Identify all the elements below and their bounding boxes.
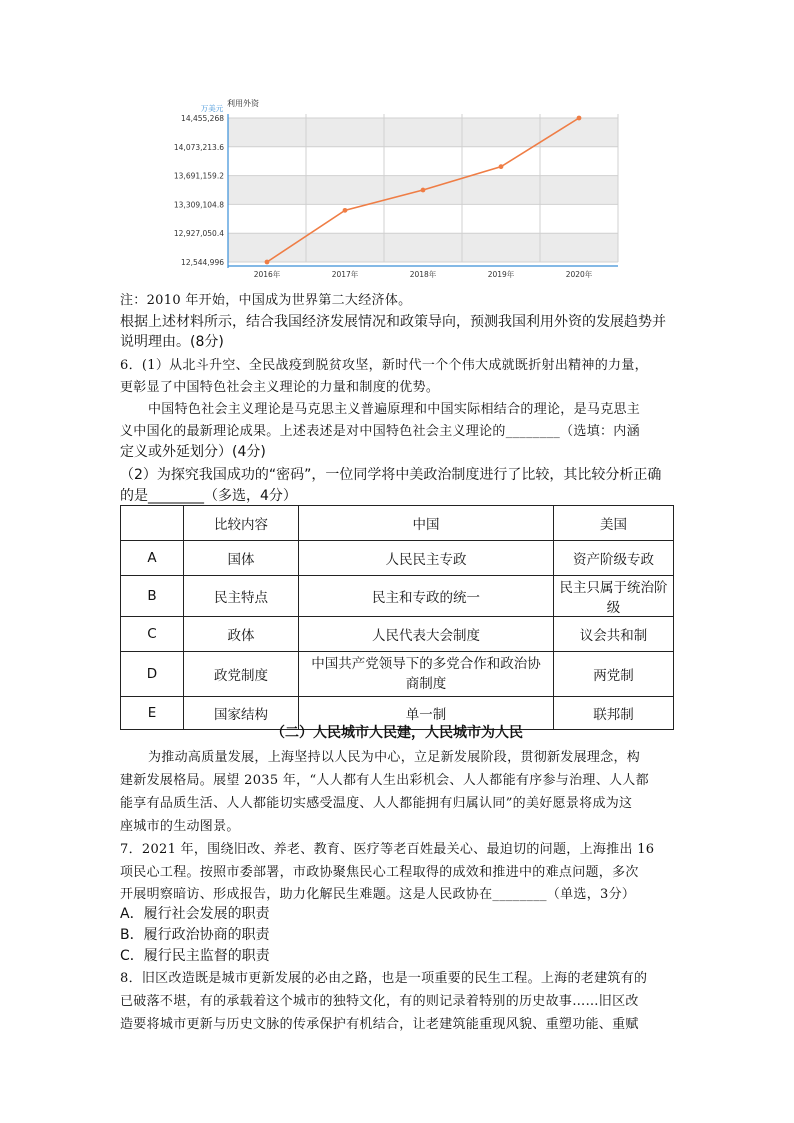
question-6-line-6: （2）为探究我国成功的“密码”，一位同学将中美政治制度进行了比较，其比较分析正确 bbox=[120, 467, 662, 483]
question-7-line-2: 项民心工程。按照市委部署，市政协聚焦民心工程取得的成效和推进中的难点问题，多次 bbox=[120, 865, 639, 880]
data-point bbox=[265, 260, 270, 265]
table-cell: 人民民主专政 bbox=[299, 541, 554, 576]
x-tick-label: 2016年 bbox=[253, 270, 281, 279]
table-row bbox=[121, 617, 674, 652]
question-7-line-3: 开展明察暗访、形成报告，助力化解民生难题。这是人民政协在________（单选，3分） bbox=[120, 887, 636, 902]
table-cell: 民主只属于统治阶级 bbox=[554, 576, 674, 617]
question-6-line-3: 中国特色社会主义理论是马克思主义普遍原理和中国实际相结合的理论，是马克思主 bbox=[148, 402, 641, 417]
table-cell: D bbox=[121, 652, 184, 697]
y-tick-label: 13,309,104.8 bbox=[173, 200, 224, 210]
table-row bbox=[121, 576, 674, 617]
y-tick-label: 12,544,996 bbox=[181, 258, 224, 267]
option-c: C．履行民主监督的职责 bbox=[120, 948, 270, 964]
question-8-line-1: 8．旧区改造既是城市更新发展的必由之路，也是一项重要的民生工程。上海的老建筑有的 bbox=[120, 971, 648, 986]
x-tick-label: 2019年 bbox=[487, 270, 515, 279]
data-point bbox=[577, 116, 582, 121]
table-cell: 中国 bbox=[299, 506, 554, 541]
data-point bbox=[421, 188, 426, 193]
question-8-line-3: 造要将城市更新与历史文脉的传承保护有机结合，让老建筑能重现风貌、重塑功能、重赋 bbox=[120, 1017, 639, 1032]
data-point bbox=[499, 164, 504, 169]
table-cell: B bbox=[121, 576, 184, 617]
chart-title: 利用外资 bbox=[227, 99, 259, 108]
question-6-line-5: 定义或外延划分）(4分) bbox=[120, 444, 266, 460]
question-5-line-1: 根据上述材料所示，结合我国经济发展情况和政策导向，预测我国利用外资的发展趋势并 bbox=[120, 314, 666, 330]
table-cell: 民主和专政的统一 bbox=[299, 576, 554, 617]
data-point bbox=[343, 208, 348, 213]
y-tick-label: 14,073,213.6 bbox=[173, 142, 224, 152]
x-tick-label: 2018年 bbox=[409, 270, 437, 279]
table-cell: 两党制 bbox=[554, 652, 674, 697]
question-5-line-2: 说明理由。(8分) bbox=[120, 334, 224, 350]
x-tick-label: 2017年 bbox=[331, 270, 359, 279]
paragraph-line-1: 为推动高质量发展，上海坚持以人民为中心，立足新发展阶段，贯彻新发展理念，构 bbox=[148, 750, 641, 765]
table-cell: C bbox=[121, 617, 184, 652]
foreign-investment-chart bbox=[170, 98, 630, 280]
grid-band bbox=[228, 147, 618, 176]
y-tick-label: 14,455,268 bbox=[181, 114, 224, 123]
table-cell: 政党制度 bbox=[184, 652, 299, 697]
table-cell: 资产阶级专政 bbox=[554, 541, 674, 576]
comparison-table bbox=[120, 505, 674, 730]
paragraph-line-4: 座城市的生动图景。 bbox=[120, 819, 240, 834]
question-6-line-1: 6．(1）从北斗升空、全民战疫到脱贫攻坚，新时代一个个伟大成就既折射出精神的力量， bbox=[120, 358, 648, 373]
paragraph-line-3: 能享有品质生活、人人都能切实感受温度、人人都能拥有归属认同”的美好愿景将成为这 bbox=[120, 796, 633, 811]
table-cell: 政体 bbox=[184, 617, 299, 652]
table-cell: 议会共和制 bbox=[554, 617, 674, 652]
table-cell: 中国共产党领导下的多党合作和政治协商制度 bbox=[299, 652, 554, 697]
option-a: A．履行社会发展的职责 bbox=[120, 906, 270, 922]
table-row bbox=[121, 541, 674, 576]
question-6-line-2: 更彰显了中国特色社会主义理论的力量和制度的优势。 bbox=[120, 380, 440, 395]
section-heading: （二）人民城市人民建，人民城市为人民 bbox=[271, 725, 523, 741]
paragraph-line-2: 建新发展格局。展望 2035 年，“人人都有人生出彩机会、人人都能有序参与治理、人人都 bbox=[120, 773, 649, 788]
table-cell: 联邦制 bbox=[554, 697, 674, 730]
table-cell: E bbox=[121, 697, 184, 730]
table-cell bbox=[121, 506, 184, 541]
table-cell: 单一制 bbox=[299, 697, 554, 730]
grid-band bbox=[228, 204, 618, 233]
table-cell: A bbox=[121, 541, 184, 576]
option-b: B．履行政治协商的职责 bbox=[120, 927, 270, 943]
table-cell: 人民代表大会制度 bbox=[299, 617, 554, 652]
table-cell: 美国 bbox=[554, 506, 674, 541]
table-row bbox=[121, 652, 674, 697]
question-6-line-4: 义中国化的最新理论成果。上述表述是对中国特色社会主义理论的________（选填：内涵 bbox=[120, 424, 640, 439]
chart-note: 注：2010 年开始，中国成为世界第二大经济体。 bbox=[120, 293, 412, 308]
question-6-line-7: 的是________（多选，4分） bbox=[120, 488, 297, 504]
table-cell: 国家结构 bbox=[184, 697, 299, 730]
question-7-line-1: 7．2021 年，围绕旧改、养老、教育、医疗等老百姓最关心、最迫切的问题，上海推出 16 bbox=[120, 842, 655, 857]
y-axis-unit: 万美元 bbox=[200, 104, 224, 113]
table-cell: 国体 bbox=[184, 541, 299, 576]
x-tick-label: 2020年 bbox=[565, 270, 593, 279]
table-header-row bbox=[121, 506, 674, 541]
y-tick-label: 13,691,159.2 bbox=[173, 171, 224, 181]
table-cell: 民主特点 bbox=[184, 576, 299, 617]
grid-band bbox=[228, 118, 618, 147]
line-chart bbox=[170, 98, 630, 280]
question-8-line-2: 已破落不堪，有的承载着这个城市的独特文化，有的则记录着特别的历史故事……旧区改 bbox=[120, 994, 639, 1009]
table-cell: 比较内容 bbox=[184, 506, 299, 541]
grid-band bbox=[228, 233, 618, 262]
y-tick-label: 12,927,050.4 bbox=[173, 229, 224, 239]
